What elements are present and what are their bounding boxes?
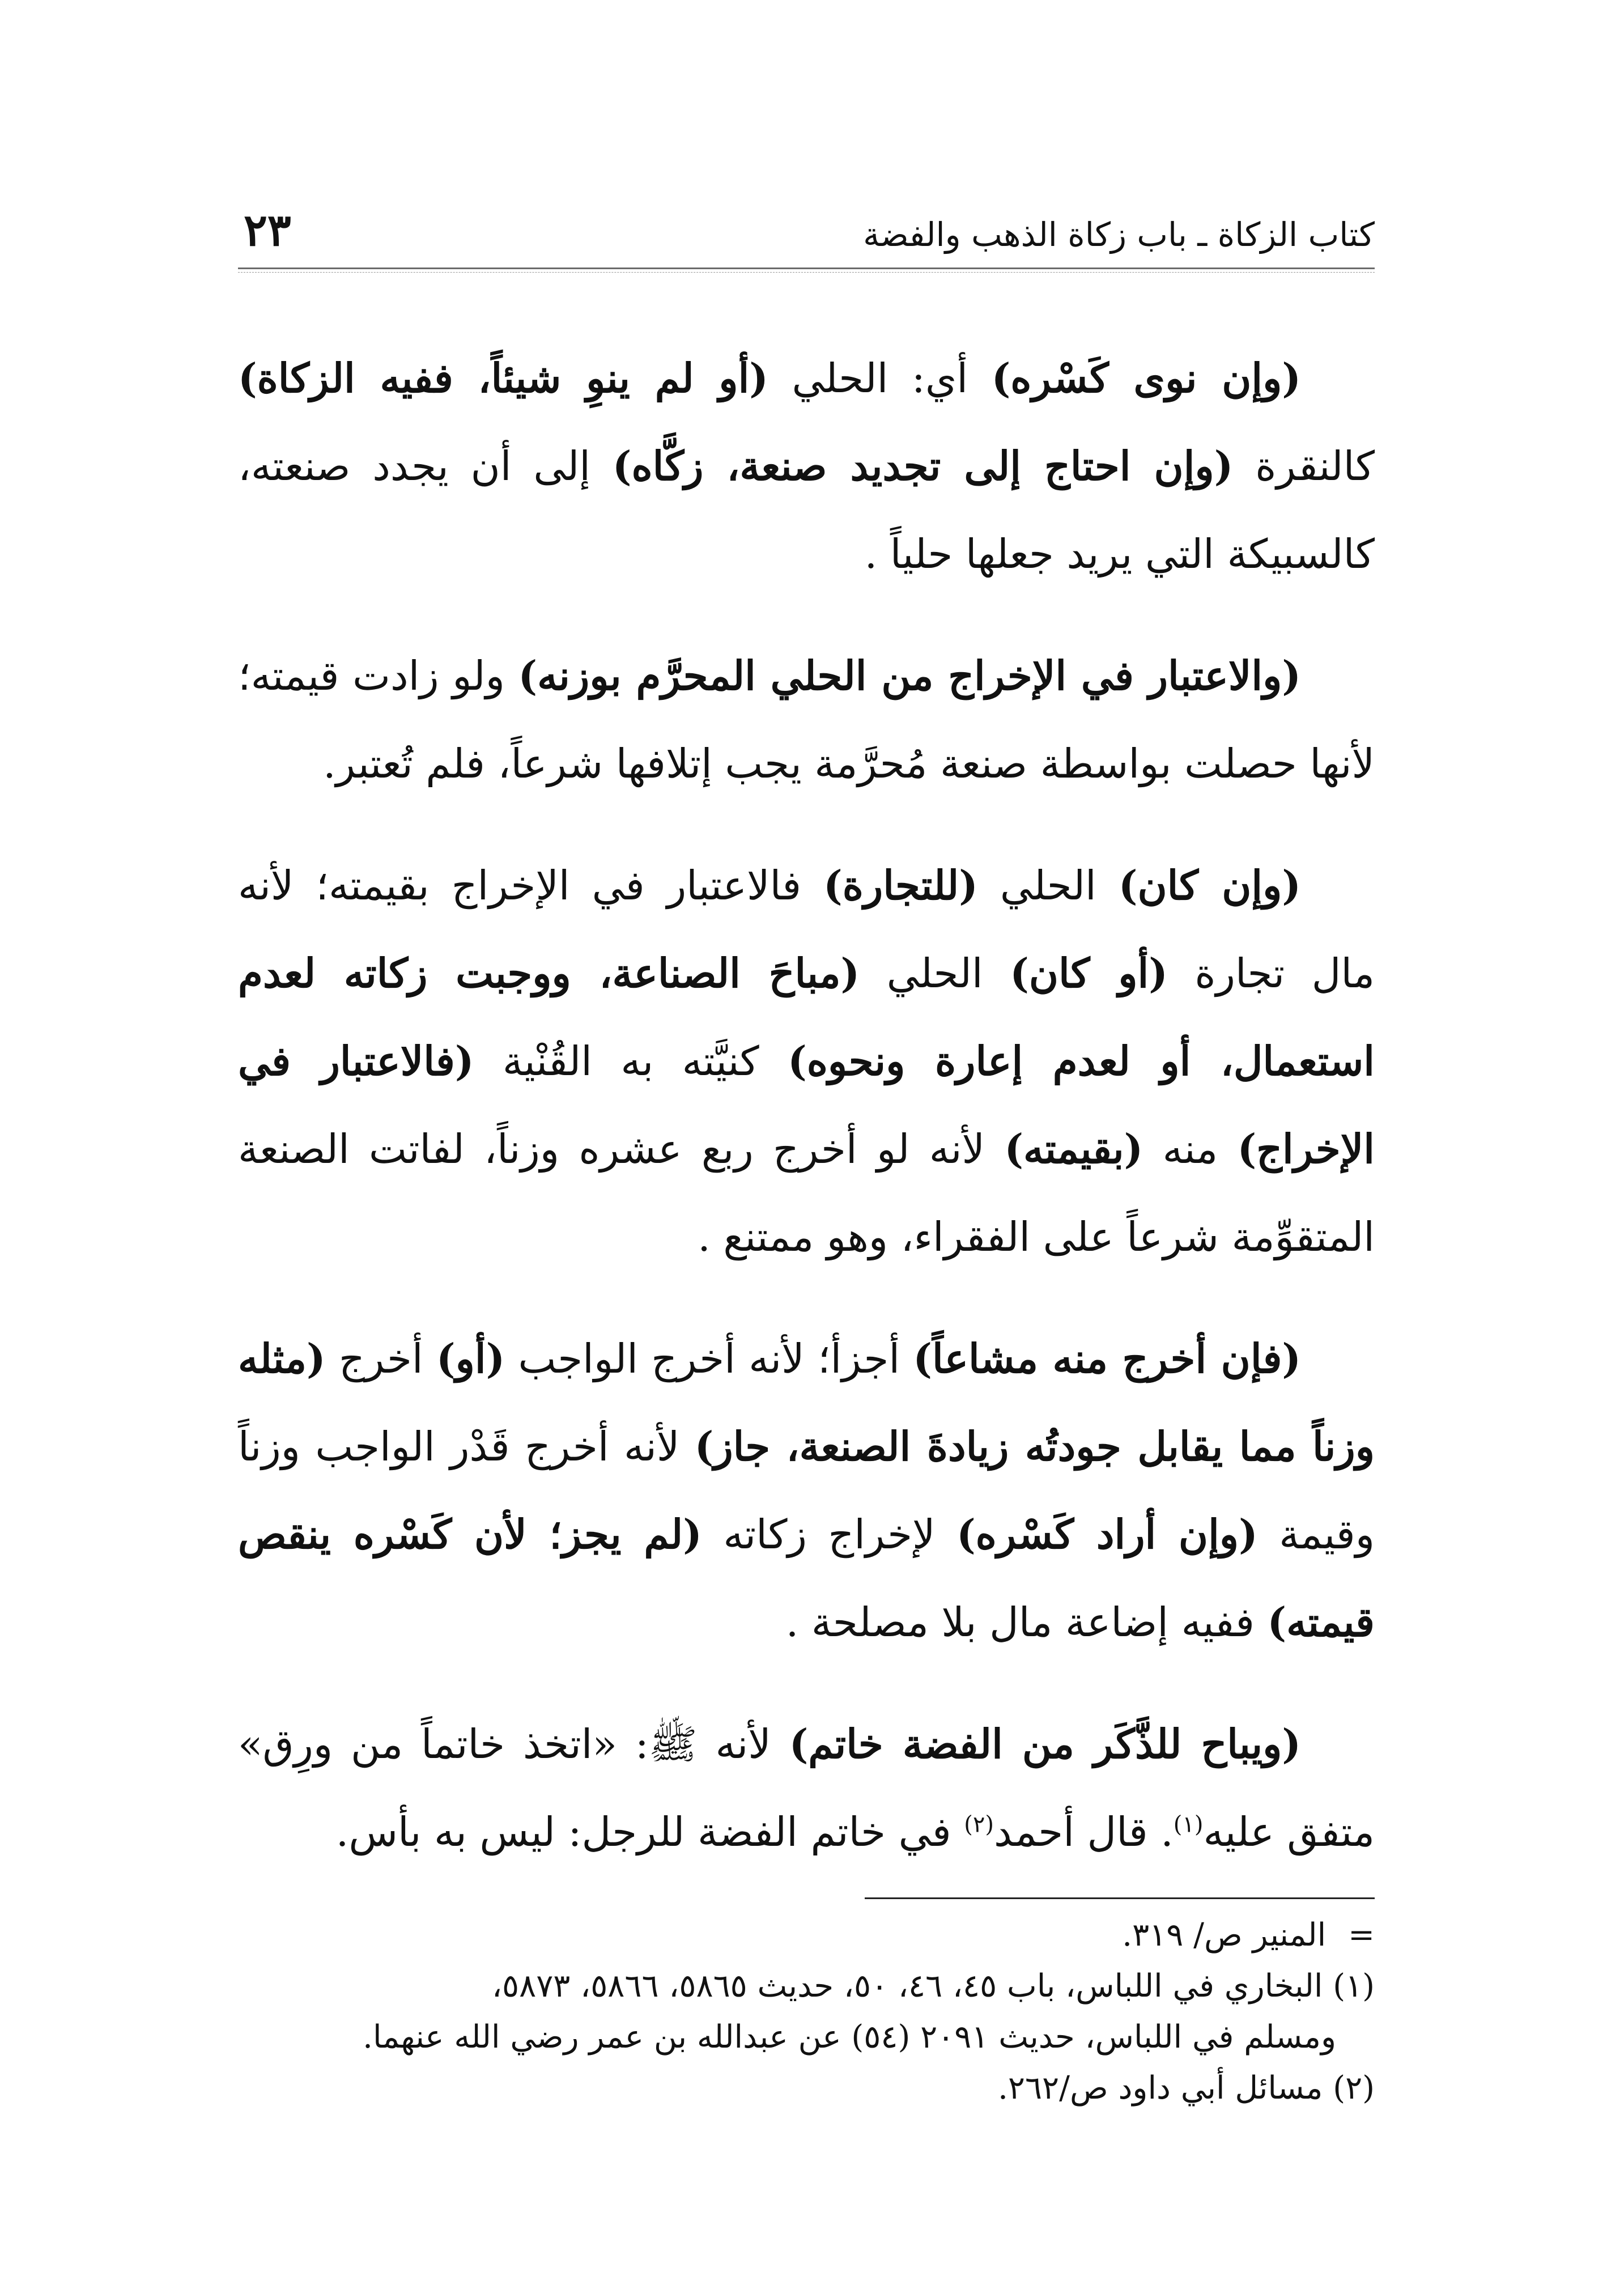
footnote-reference: (١) [1173,1811,1204,1838]
commentary-text: أخرج [325,1335,436,1382]
matn-text: (فإن أخرج منه مشاعاً) [913,1335,1301,1382]
matn-text: (بقيمته) [1004,1125,1143,1173]
matn-text: (للتجارة) [823,861,978,909]
matn-text: (وإن أراد كَسْره) [956,1510,1258,1558]
commentary-text: لأنه ﷺ: «اتخذ خاتماً من ورِق» متفق عليه [238,1721,1375,1855]
matn-text: (فالاعتبار في الإخراج) [238,1037,1375,1173]
commentary-text: ولو زادت قيمته؛ لأنها حصلت بواسطة صنعة مُحرَّمة يجب إتلافها شرعاً، فلم تُعتبر. [238,652,1375,787]
footnote-continuation [238,1910,1375,1961]
commentary-text: . قال أحمد [993,1808,1174,1855]
matn-text: (أو لم ينوِ شيئاً، ففيه الزكاة) [238,354,768,402]
footnote-1 [238,1961,1375,2012]
matn-text: (وإن نوى كَسْره) [991,354,1301,402]
footnote-marker: (٢) [1333,2070,1375,2107]
commentary-text: فالاعتبار في الإخراج بقيمته؛ لأنه مال تجارة [238,862,1375,997]
header-rule-secondary [238,272,1375,273]
footnote-separator [865,1897,1375,1899]
footnote-marker: (١) [1333,1968,1375,2005]
footnote-text: ومسلم في اللباس، حديث ٢٠٩١ (٥٤) عن عبدالله بن عمر رضي الله عنهما. [363,2019,1336,2056]
page-header [238,193,1375,255]
header-rule [238,267,1375,269]
matn-text: (والاعتبار في الإخراج من الحلي المحرَّم بوزنه) [518,652,1302,699]
footnote-1-continued [238,2012,1375,2063]
footnote-marker: = [1348,1917,1375,1954]
matn-text: (وإن احتاج إلى تجديد صنعة، زكَّاه) [612,442,1234,490]
commentary-text: أجزأ؛ لأنه أخرج الواجب [505,1335,913,1382]
footnote-2 [238,2063,1375,2114]
body-text [238,334,1375,1910]
matn-text: (وإن كان) [1118,861,1302,909]
matn-text: (أو) [436,1335,505,1382]
matn-text: (لم يجز؛ لأن كَسْره ينقص قيمته) [238,1510,1375,1646]
matn-text: (مباحَ الصناعة، ووجبت زكاته لعدم استعمال، أو لعدم إعارة ونحوه) [238,949,1375,1085]
commentary-text: الحلي [977,862,1119,909]
commentary-text: كنيَّته به القُنْية [474,1038,788,1085]
commentary-text: الحلي [860,950,1010,997]
commentary-text: لأنه لو أخرج ربع عشره وزناً، لفاتت الصنعة المتقوِّمة شرعاً على الفقراء، وهو ممتنع . [238,1126,1375,1260]
footnote-text: المنير ص/ ٣١٩. [1122,1917,1327,1954]
commentary-text: كالنقرة [1233,443,1375,490]
matn-text: (أو كان) [1010,949,1168,997]
commentary-text: ففيه إضاعة مال بلا مصلحة . [785,1599,1268,1646]
paragraph [238,1315,1375,1666]
footnote-text: البخاري في اللباس، باب ٤٥، ٤٦، ٥٠، حديث ٥٨٦٥، ٥٨٦٦، ٥٨٧٣، [491,1968,1323,2005]
page-number: ٢٣ [244,205,291,257]
commentary-text: إلى أن يجدد صنعته، كالسبيكة التي يريد جعلها حلياً . [238,443,1375,578]
running-title: كتاب الزكاة ـ باب زكاة الذهب والفضة [863,215,1375,254]
commentary-text: منه [1143,1126,1238,1173]
paragraph [238,632,1375,808]
footnote-text: مسائل أبي داود ص/٢٦٢. [998,2070,1323,2107]
paragraph [238,334,1375,598]
commentary-text: لإخراج زكاته [702,1511,957,1558]
footnotes [238,1910,1375,2114]
matn-text: (ويباح للذَّكَر من الفضة خاتم) [789,1720,1301,1768]
commentary-text: أي: الحلي [768,355,992,402]
footnote-reference: (٢) [964,1811,994,1838]
matn-text: (مثله وزناً مما يقابل جودتُه زيادةَ الصنعة، جاز) [238,1335,1375,1470]
paragraph [238,842,1375,1281]
commentary-text: لأنه أخرج قَدْر الواجب وزناً وقيمة [238,1423,1375,1558]
commentary-text: في خاتم الفضة للرجل: ليس به بأس. [335,1808,964,1855]
paragraph [238,1700,1375,1876]
